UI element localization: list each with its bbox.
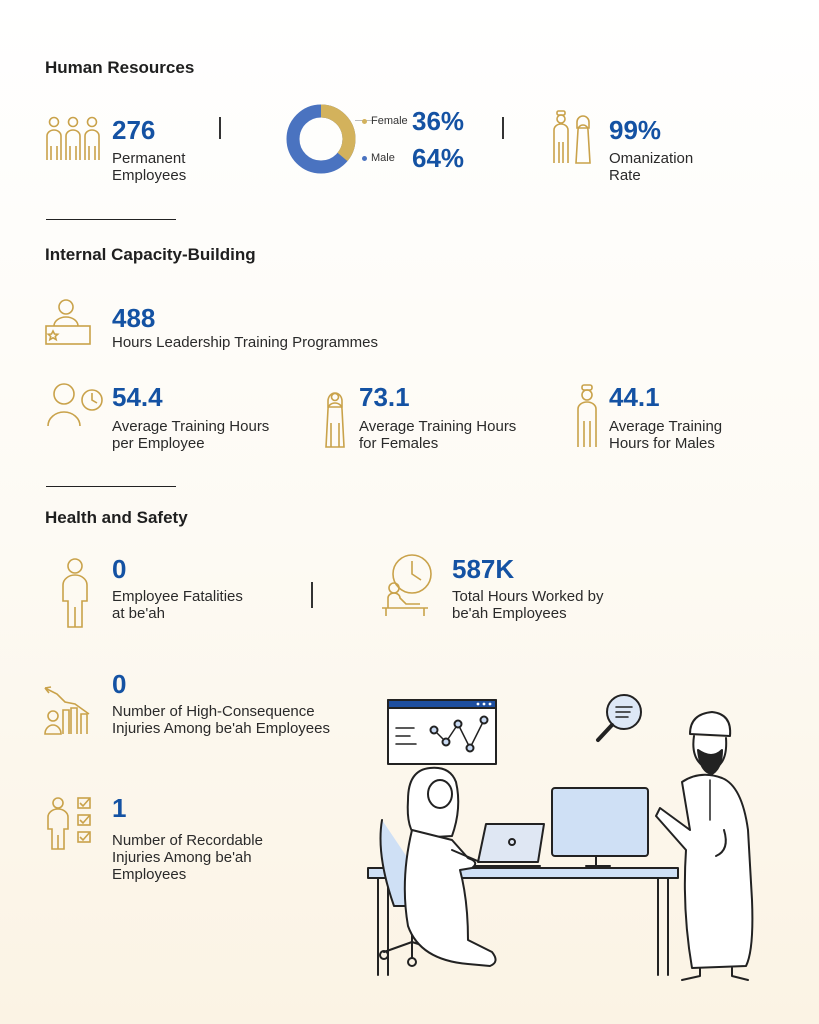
man-figure [656, 712, 752, 980]
legend-male [362, 152, 395, 164]
divider [46, 219, 176, 220]
male-pct: 64% [412, 143, 465, 173]
avg-emp-value: 54.4 [112, 382, 163, 412]
woman-icon [323, 383, 347, 449]
high-cons-label: Number of High-Consequence Injuries Among be'ah Employees [112, 703, 330, 737]
worker-clock-icon [380, 552, 436, 618]
magnifier-icon [598, 695, 641, 740]
presenter-icon [44, 298, 92, 348]
fatalities-value: 0 [112, 554, 127, 584]
employees-label: Permanent Employees [112, 150, 187, 184]
injury-chart-icon [43, 684, 95, 736]
avg-male-value: 44.1 [609, 382, 660, 412]
avg-male-label: Average Training Hours for Males [609, 418, 723, 452]
people-group-icon [44, 114, 102, 164]
omani-couple-icon [551, 108, 595, 166]
monitor [552, 788, 648, 866]
legend-male-label: Male [371, 152, 395, 164]
separator [502, 117, 504, 139]
section-title-hr: Human Resources [45, 58, 195, 77]
omanization-value: 99% [609, 115, 662, 145]
hours-label: Total Hours Worked by be'ah Employees [452, 588, 604, 622]
avg-emp-label: Average Training Hours per Employee [112, 418, 270, 452]
high-cons-value: 0 [112, 669, 127, 699]
laptop [466, 824, 544, 866]
wall-chart-board [388, 700, 496, 764]
omanization-label: Omanization Rate [609, 150, 694, 184]
legend-female [362, 115, 408, 127]
person-icon [60, 557, 90, 629]
fatalities-label: Employee Fatalities at be'ah [112, 588, 243, 622]
hours-value: 587K [452, 554, 515, 584]
recordable-label: Number of Recordable Injuries Among be'ah Employees [112, 832, 263, 883]
separator [219, 117, 221, 139]
employees-value: 276 [112, 115, 156, 145]
recordable-value: 1 [112, 793, 127, 823]
legend-female-label: Female [371, 115, 408, 127]
legend-female-dot [362, 119, 367, 124]
avg-female-label: Average Training Hours for Females [359, 418, 517, 452]
man-icon [574, 383, 600, 449]
person-clock-icon [46, 380, 106, 428]
avg-female-value: 73.1 [359, 382, 410, 412]
section-title-safety: Health and Safety [45, 508, 188, 527]
leadership-label: Hours Leadership Training Programmes [112, 334, 378, 351]
office-illustration [360, 690, 760, 995]
female-pct: 36% [412, 106, 465, 136]
gender-donut-chart [285, 103, 357, 180]
leadership-value: 488 [112, 303, 156, 333]
legend-male-dot [362, 156, 367, 161]
checklist-person-icon [44, 795, 98, 851]
separator [311, 582, 313, 608]
section-title-capacity: Internal Capacity-Building [45, 245, 256, 264]
divider [46, 486, 176, 487]
